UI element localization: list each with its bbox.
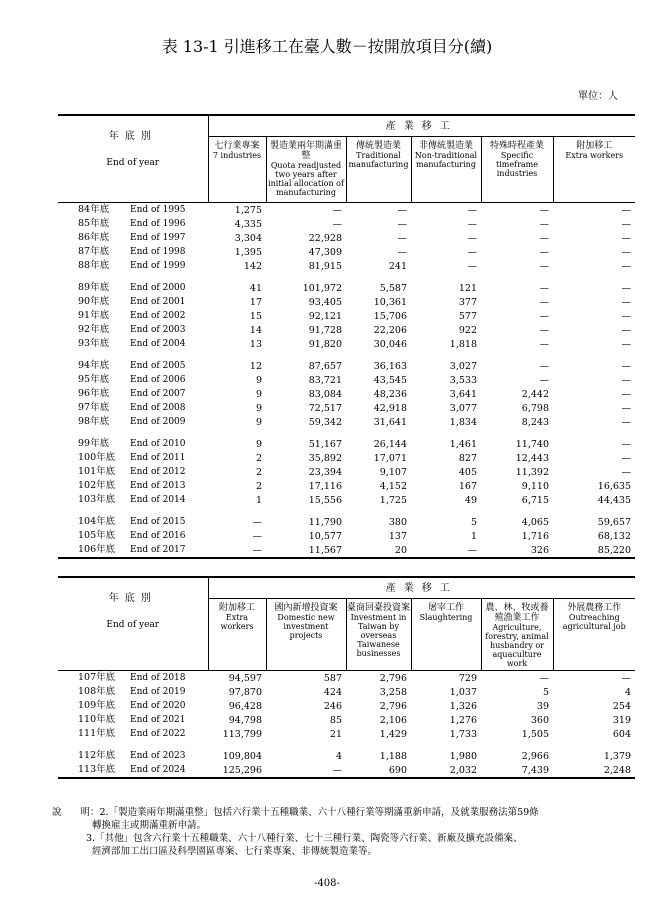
year-cell: 91年底 End of 2002 (78, 310, 186, 321)
year-cell: 99年底 End of 2010 (78, 438, 186, 449)
value-cell: 109,804 (222, 750, 262, 762)
value-cell: 11,567 (308, 544, 342, 556)
year-cell: 90年底 End of 2001 (78, 296, 186, 307)
value-cell: — (397, 246, 407, 258)
year-cell: 86年底 End of 1997 (78, 232, 186, 243)
value-cell: 1,505 (521, 728, 549, 740)
value-cell: — (252, 544, 262, 556)
value-cell: 93,405 (308, 296, 342, 308)
value-cell: — (397, 232, 407, 244)
value-cell: 380 (388, 516, 407, 528)
value-cell: — (467, 218, 477, 230)
year-cell: 95年底 End of 2006 (78, 374, 186, 385)
value-cell: — (621, 260, 632, 272)
value-cell: 1,326 (449, 700, 477, 712)
note-3: 3.「其他」包含六行業十五種職業、六十八種行業、七十三種行業、陶瓷等六行業、新廠及擴充設備案、 (86, 833, 523, 844)
value-cell: — (539, 246, 549, 258)
value-cell: 16,635 (597, 480, 632, 492)
value-cell: 68,132 (597, 530, 632, 542)
note-3-cont: 經濟部加工出口區及科學園區專案、七行業專案、非傳統製造業等。 (92, 846, 378, 857)
value-cell: 43,545 (373, 374, 407, 386)
value-cell: 3,027 (449, 360, 477, 372)
value-cell: 1,834 (449, 416, 477, 428)
value-cell: 1,429 (379, 728, 407, 740)
value-cell: 8,243 (521, 416, 549, 428)
year-cell: 88年底 End of 1999 (78, 260, 186, 271)
value-cell: 1,725 (379, 494, 407, 506)
value-cell: 91,820 (308, 338, 342, 350)
value-cell: 377 (458, 296, 477, 308)
value-cell: — (621, 374, 632, 386)
table-2018-2024 (58, 576, 635, 779)
notes-label: 說 明： (52, 807, 100, 818)
value-cell: 9 (255, 388, 262, 400)
value-cell: — (621, 438, 632, 450)
value-cell: 44,435 (597, 494, 632, 506)
year-cell: 93年底 End of 2004 (78, 338, 186, 349)
value-cell: — (467, 544, 477, 556)
value-cell: 360 (530, 714, 549, 726)
year-cell: 113年底 End of 2024 (78, 764, 186, 775)
value-cell: 4 (335, 750, 342, 762)
table-row (58, 359, 635, 373)
value-cell: 142 (243, 260, 262, 272)
value-cell: 424 (323, 686, 342, 698)
table-row (58, 437, 635, 451)
year-cell: 109年底 End of 2020 (78, 700, 186, 711)
value-cell: 17,116 (308, 480, 342, 492)
value-cell: — (397, 218, 407, 230)
value-cell: — (397, 204, 407, 216)
value-cell: 85,220 (597, 544, 632, 556)
year-cell: 108年底 End of 2019 (78, 686, 186, 697)
spacer-row (58, 507, 635, 515)
value-cell: 9,110 (521, 480, 549, 492)
column-header: 附加移工 Extra workers (208, 599, 266, 671)
value-cell: 48,236 (373, 388, 407, 400)
value-cell: 26,144 (373, 438, 407, 450)
year-cell: 92年底 End of 2003 (78, 324, 186, 335)
year-cell: 101年底 End of 2012 (78, 466, 186, 477)
value-cell: 1,733 (449, 728, 477, 740)
value-cell: 97,870 (228, 686, 262, 698)
value-cell: — (467, 232, 477, 244)
table-row (58, 465, 635, 479)
value-cell: 83,084 (308, 388, 342, 400)
column-header: 特殊時程產業 Specific timeframe industries (481, 137, 553, 203)
value-cell: 319 (612, 714, 632, 726)
value-cell: — (539, 282, 549, 294)
value-cell: 6,715 (521, 494, 549, 506)
value-cell: 4,065 (521, 516, 549, 528)
value-cell: 12,443 (515, 452, 549, 464)
value-cell: 922 (458, 324, 477, 336)
value-cell: — (621, 402, 632, 414)
table-row (58, 373, 635, 387)
year-cell: 100年底 End of 2011 (78, 452, 186, 463)
value-cell: — (539, 324, 549, 336)
value-cell: — (539, 232, 549, 244)
value-cell: 137 (388, 530, 407, 542)
value-cell: 10,361 (373, 296, 407, 308)
value-cell: 2,796 (379, 700, 407, 712)
value-cell: 3,641 (449, 388, 477, 400)
value-cell: — (539, 296, 549, 308)
note-2-cont: 轉換雇主或期滿重新申請。 (92, 820, 207, 831)
value-cell: 1,276 (449, 714, 477, 726)
year-cell: 110年底 End of 2021 (78, 714, 186, 725)
spacer-row (58, 273, 635, 281)
value-cell: 15,706 (373, 310, 407, 322)
value-cell: 1,461 (449, 438, 477, 450)
value-cell: 1,818 (449, 338, 477, 350)
spacer-row (58, 429, 635, 437)
value-cell: 2,032 (449, 764, 477, 776)
value-cell: 690 (388, 764, 407, 776)
value-cell: 14 (249, 324, 262, 336)
value-cell: — (332, 204, 342, 216)
year-cell: 105年底 End of 2016 (78, 530, 186, 541)
value-cell: 51,167 (308, 438, 342, 450)
value-cell: 1,980 (449, 750, 477, 762)
value-cell: — (539, 310, 549, 322)
table-row (58, 699, 635, 713)
value-cell: — (332, 218, 342, 230)
value-cell: 113,799 (222, 728, 262, 740)
table-row (58, 493, 635, 507)
value-cell: 35,892 (308, 452, 342, 464)
value-cell: 6,798 (521, 402, 549, 414)
value-cell: 587 (323, 672, 342, 684)
table-row (58, 401, 635, 415)
value-cell: — (621, 246, 632, 258)
year-header: 年底別 End of year (58, 115, 208, 203)
table-row (58, 259, 635, 273)
year-cell: 94年底 End of 2005 (78, 360, 186, 371)
table-row (58, 479, 635, 493)
value-cell: 3,077 (449, 402, 477, 414)
value-cell: 36,163 (373, 360, 407, 372)
value-cell: — (621, 672, 632, 684)
column-header: 國內新增投資案 Domestic new investment projects (266, 599, 346, 671)
table-row (58, 415, 635, 429)
value-cell: 94,597 (228, 672, 262, 684)
value-cell: 92,121 (308, 310, 342, 322)
table-row (58, 451, 635, 465)
group-header: 產業移工 (208, 577, 635, 599)
value-cell: 49 (464, 494, 477, 506)
value-cell: 17,071 (373, 452, 407, 464)
value-cell: — (621, 204, 632, 216)
value-cell: 9 (255, 402, 262, 414)
unit-label: 單位：人 (578, 91, 618, 102)
value-cell: 4 (624, 686, 632, 698)
table-row (58, 543, 635, 558)
value-cell: 59,657 (597, 516, 632, 528)
value-cell: 577 (458, 310, 477, 322)
year-cell: 103年底 End of 2014 (78, 494, 186, 505)
value-cell: 241 (388, 260, 407, 272)
value-cell: 12 (249, 360, 262, 372)
notes (52, 806, 539, 819)
value-cell: 1,395 (234, 246, 262, 258)
value-cell: 1,188 (379, 750, 407, 762)
table-row (58, 685, 635, 699)
value-cell: 59,342 (308, 416, 342, 428)
value-cell: 254 (612, 700, 632, 712)
table-row (58, 245, 635, 259)
value-cell: 30,046 (373, 338, 407, 350)
column-header: 屠宰工作 Slaughtering (411, 599, 481, 671)
value-cell: — (467, 260, 477, 272)
year-cell: 87年底 End of 1998 (78, 246, 186, 257)
page-title: 表 13-1 引進移工在臺人數－按開放項目分(續) (161, 37, 493, 56)
table-row (58, 749, 635, 763)
value-cell: 1,037 (449, 686, 477, 698)
value-cell: 1 (255, 494, 262, 506)
year-cell: 85年底 End of 1996 (78, 218, 186, 229)
value-cell: 17 (249, 296, 262, 308)
column-header: 臺商回臺投資案 Investment in Taiwan by overseas Taiwanese businesses (346, 599, 411, 671)
value-cell: 15,556 (308, 494, 342, 506)
value-cell: 15 (249, 310, 262, 322)
value-cell: 5,587 (379, 282, 407, 294)
value-cell: 1,379 (603, 750, 632, 762)
spacer-row (58, 741, 635, 749)
spacer-row (58, 351, 635, 359)
year-cell: 104年底 End of 2015 (78, 516, 186, 527)
value-cell: — (332, 764, 342, 776)
year-header: 年底別 End of year (58, 577, 208, 671)
value-cell: 4,335 (234, 218, 262, 230)
value-cell: — (539, 204, 549, 216)
column-header: 七行業專案 7 industries (208, 137, 266, 203)
note-2: 2.「製造業兩年期滿重整」包括六行業十五種職業、六十八種行業等期滿重新申請，及就業服務法第59條 (99, 807, 539, 818)
value-cell: 41 (249, 282, 262, 294)
table-row (58, 203, 635, 218)
value-cell: 13 (249, 338, 262, 350)
value-cell: — (539, 338, 549, 350)
value-cell: 326 (530, 544, 549, 556)
value-cell: — (539, 360, 549, 372)
year-cell: 96年底 End of 2007 (78, 388, 186, 399)
value-cell: 1,716 (521, 530, 549, 542)
table-row (58, 713, 635, 727)
value-cell: 22,206 (373, 324, 407, 336)
value-cell: 2,248 (603, 764, 632, 776)
year-cell: 98年底 End of 2009 (78, 416, 186, 427)
value-cell: 96,428 (228, 700, 262, 712)
value-cell: 21 (329, 728, 342, 740)
value-cell: 4,152 (379, 480, 407, 492)
table-row (58, 763, 635, 778)
value-cell: 39 (536, 700, 549, 712)
year-cell: 84年底 End of 1995 (78, 204, 186, 215)
column-header: 農、林、牧或養殖漁業工作 Agriculture, forestry, animal husbandry or aquaculture work (481, 599, 553, 671)
value-cell: — (252, 530, 262, 542)
year-cell: 102年底 End of 2013 (78, 480, 186, 491)
value-cell: — (252, 516, 262, 528)
value-cell: — (621, 338, 632, 350)
value-cell: — (621, 324, 632, 336)
group-header: 產業移工 (208, 115, 635, 137)
value-cell: 2,442 (521, 388, 549, 400)
value-cell: 1 (470, 530, 477, 542)
value-cell: — (621, 416, 632, 428)
table-row (58, 323, 635, 337)
value-cell: — (539, 260, 549, 272)
value-cell: — (621, 282, 632, 294)
table-row (58, 727, 635, 741)
value-cell: 9 (255, 438, 262, 450)
column-header: 附加移工 Extra workers (553, 137, 635, 203)
value-cell: 47,309 (308, 246, 342, 258)
year-cell: 107年底 End of 2018 (78, 672, 186, 683)
value-cell: 10,577 (308, 530, 342, 542)
value-cell: 5 (542, 686, 549, 698)
value-cell: 3,533 (449, 374, 477, 386)
value-cell: — (621, 218, 632, 230)
page-number: -408- (314, 878, 340, 889)
value-cell: — (467, 204, 477, 216)
column-header: 製造業兩年期滿重整 Quota readjusted two years after initial allocation of manufacturing (266, 137, 346, 203)
value-cell: 91,728 (308, 324, 342, 336)
value-cell: 2 (255, 452, 262, 464)
table-row (58, 671, 635, 686)
value-cell: 3,258 (379, 686, 407, 698)
value-cell: — (621, 296, 632, 308)
value-cell: 85 (329, 714, 342, 726)
value-cell: 729 (458, 672, 477, 684)
value-cell: — (621, 466, 632, 478)
value-cell: 167 (458, 480, 477, 492)
value-cell: 87,657 (308, 360, 342, 372)
value-cell: 246 (323, 700, 342, 712)
value-cell: 81,915 (308, 260, 342, 272)
table-row (58, 529, 635, 543)
value-cell: 20 (394, 544, 407, 556)
value-cell: — (539, 218, 549, 230)
value-cell: 31,641 (373, 416, 407, 428)
year-cell: 106年底 End of 2017 (78, 544, 186, 555)
value-cell: 2 (255, 480, 262, 492)
value-cell: — (621, 232, 632, 244)
value-cell: 2,796 (379, 672, 407, 684)
table-row (58, 309, 635, 323)
value-cell: 9 (255, 416, 262, 428)
value-cell: — (621, 310, 632, 322)
table-row (58, 337, 635, 351)
value-cell: 125,296 (222, 764, 262, 776)
value-cell: 101,972 (302, 282, 342, 294)
value-cell: 23,394 (308, 466, 342, 478)
table-row (58, 515, 635, 529)
value-cell: 2 (255, 466, 262, 478)
value-cell: — (467, 246, 477, 258)
value-cell: 2,106 (379, 714, 407, 726)
value-cell: 11,740 (515, 438, 549, 450)
value-cell: 1,275 (234, 204, 262, 216)
year-cell: 112年底 End of 2023 (78, 750, 186, 761)
year-cell: 111年底 End of 2022 (78, 728, 186, 739)
table-row (58, 295, 635, 309)
value-cell: 94,798 (228, 714, 262, 726)
value-cell: 604 (612, 728, 632, 740)
value-cell: — (539, 374, 549, 386)
table-1995-2017 (58, 114, 635, 559)
table-row (58, 387, 635, 401)
value-cell: 121 (458, 282, 477, 294)
value-cell: 7,439 (521, 764, 549, 776)
value-cell: 827 (458, 452, 477, 464)
value-cell: — (621, 388, 632, 400)
value-cell: 11,790 (308, 516, 342, 528)
value-cell: — (621, 360, 632, 372)
value-cell: 72,517 (308, 402, 342, 414)
value-cell: 22,928 (308, 232, 342, 244)
value-cell: 11,392 (515, 466, 549, 478)
table-row (58, 281, 635, 295)
column-header: 傳統製造業 Traditional manufacturing (346, 137, 411, 203)
value-cell: 405 (458, 466, 477, 478)
column-header: 外展農務工作 Outreaching agricultural job (553, 599, 635, 671)
table-row (58, 217, 635, 231)
value-cell: 2,966 (521, 750, 549, 762)
table-row (58, 231, 635, 245)
value-cell: 3,304 (234, 232, 262, 244)
value-cell: 83,721 (308, 374, 342, 386)
value-cell: 9,107 (379, 466, 407, 478)
value-cell: — (621, 452, 632, 464)
year-cell: 97年底 End of 2008 (78, 402, 186, 413)
value-cell: 42,918 (373, 402, 407, 414)
value-cell: 9 (255, 374, 262, 386)
value-cell: — (539, 672, 549, 684)
year-cell: 89年底 End of 2000 (78, 282, 186, 293)
value-cell: 5 (470, 516, 477, 528)
column-header: 非傳統製造業 Non-traditional manufacturing (411, 137, 481, 203)
